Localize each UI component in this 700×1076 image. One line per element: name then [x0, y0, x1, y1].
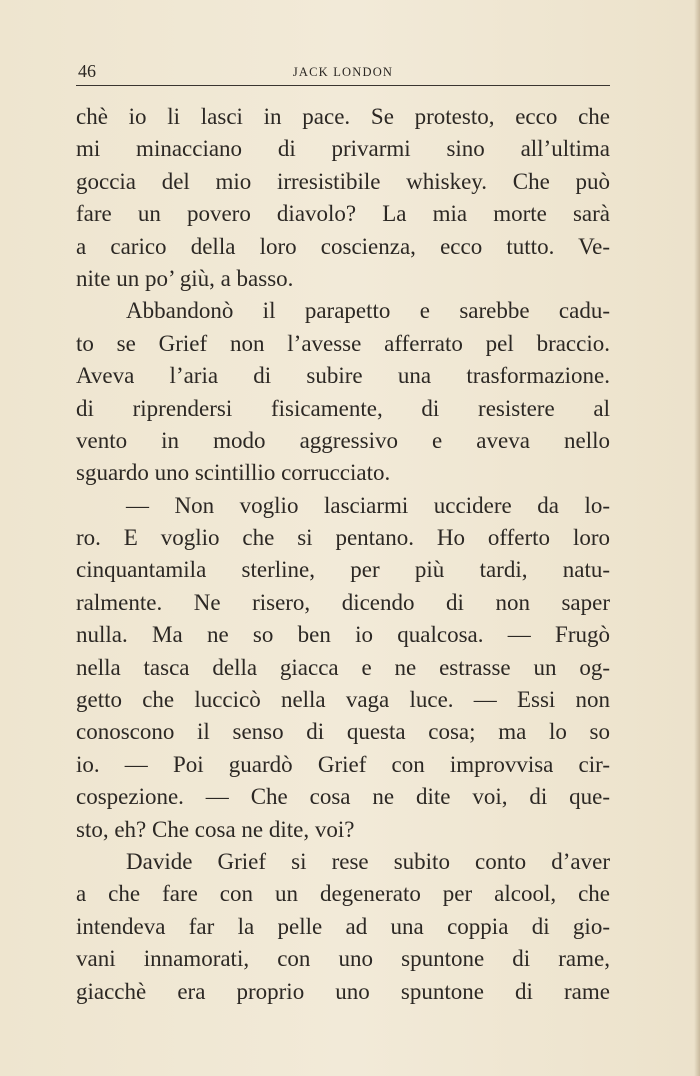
text-line: cinquantamila sterline, per più tardi, natu-	[76, 557, 610, 583]
text-line: chè io li lasci in pace. Se protesto, ecco che	[76, 104, 610, 129]
text-line: nite un po’ giù, a basso.	[76, 265, 294, 291]
text-line: vani innamorati, con uno spuntone di rame,	[76, 946, 610, 972]
text-line: ro. E voglio che si pentano. Ho offerto loro	[76, 525, 610, 551]
text-line: Aveva l’aria di subire una trasformazione.	[76, 363, 610, 389]
page-edge-shadow	[694, 0, 700, 1076]
text-line: vento in modo aggressivo e aveva nello	[76, 427, 610, 453]
text-line: giacchè era proprio uno spuntone di rame	[76, 978, 610, 1004]
page-number: 46	[78, 61, 96, 81]
page-header	[76, 60, 610, 84]
text-line: Davide Grief si rese subito conto d’aver	[126, 848, 610, 874]
text-line: goccia del mio irresistibile whiskey. Che può	[76, 168, 610, 194]
text-line: fare un povero diavolo? La mia morte sarà	[76, 201, 610, 227]
running-title: JACK LONDON	[292, 65, 394, 79]
text-line: getto che luccicò nella vaga luce. — Essi non	[76, 687, 610, 713]
text-line: di riprendersi fisicamente, di resistere al	[76, 395, 610, 421]
text-line: a carico della loro coscienza, ecco tutto. Ve-	[76, 233, 610, 259]
text-line: conoscono il senso di questa cosa; ma lo so	[76, 719, 610, 745]
text-line: mi minacciano di privarmi sino all’ultima	[76, 136, 610, 162]
text-line: io. — Poi guardò Grief con improvvisa cir-	[76, 751, 610, 777]
text-line: ralmente. Ne risero, dicendo di non saper	[76, 589, 610, 615]
text-line: to se Grief non l’avesse afferrato pel braccio.	[76, 330, 610, 356]
text-line: a che fare con un degenerato per alcool, che	[76, 881, 610, 907]
text-line: — Non voglio lasciarmi uccidere da lo-	[126, 492, 610, 518]
text-line: sguardo uno scintillio corrucciato.	[76, 460, 391, 486]
text-line: sto, eh? Che cosa ne dite, voi?	[76, 816, 355, 842]
text-line: intendeva far la pelle ad una coppia di gio-	[76, 913, 610, 939]
text-line: nella tasca della giacca e ne estrasse un og-	[76, 654, 610, 680]
text-line: nulla. Ma ne so ben io qualcosa. — Frugò	[76, 622, 610, 648]
text-line: cospezione. — Che cosa ne dite voi, di que-	[76, 784, 610, 810]
text-line: Abbandonò il parapetto e sarebbe cadu-	[126, 298, 610, 324]
body-text	[76, 101, 610, 1008]
header-rule	[76, 85, 610, 86]
